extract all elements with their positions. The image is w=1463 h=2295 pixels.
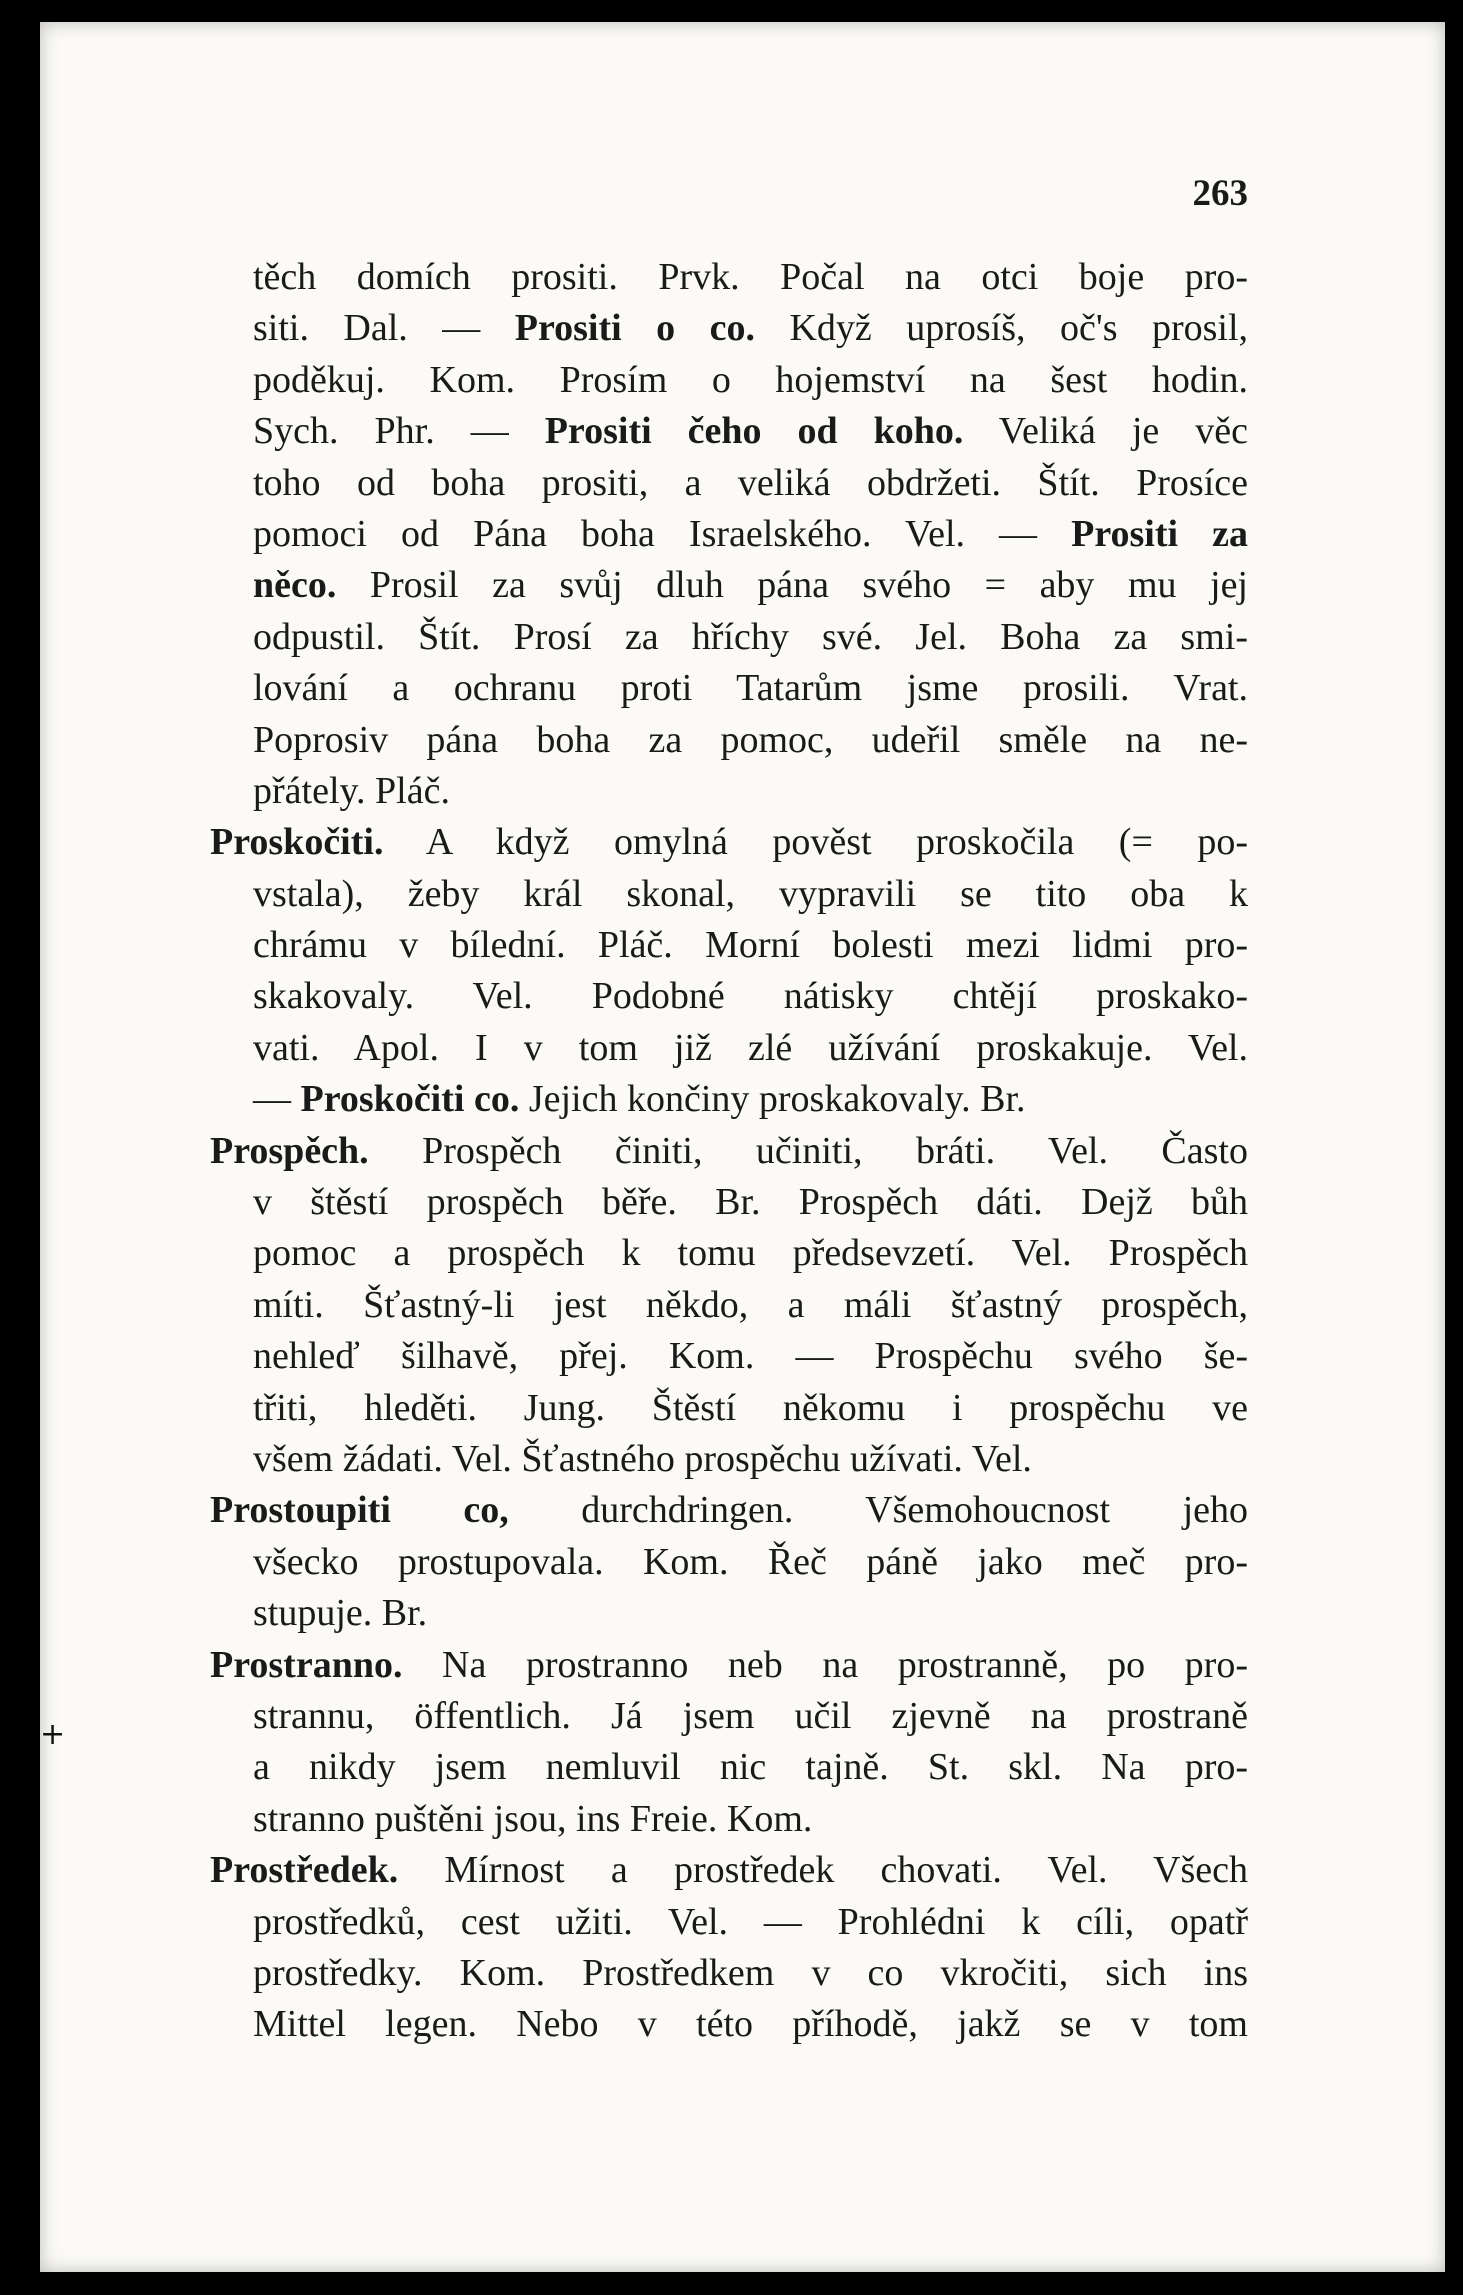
text-run: odpustil. Štít. Prosí za hříchy své. Jel. Boha za smi-	[253, 615, 1248, 658]
text-run: Sych. Phr. —	[253, 410, 545, 453]
text-run: míti. Šťastný-li jest někdo, a máli šťastný prospěch,	[253, 1283, 1248, 1326]
text-line	[210, 1742, 1248, 1793]
text-line	[210, 1845, 1248, 1896]
text-run: Mittel legen. Nebo v této příhodě, jakž se v tom	[253, 2003, 1248, 2046]
text-run: Veliká je věc	[963, 410, 1248, 453]
text-line	[210, 1023, 1248, 1074]
text-line	[210, 406, 1248, 457]
text-run: všem žádati. Vel. Šťastného prospěchu užívati. Vel.	[253, 1437, 1032, 1480]
text-run: Prospěch činiti, učiniti, bráti. Vel. Často	[368, 1129, 1248, 1172]
entry-headword: Proskočiti.	[210, 821, 384, 864]
text-line	[210, 1126, 1248, 1177]
text-line	[210, 458, 1248, 509]
text-run: Když uprosíš, oč's prosil,	[754, 307, 1249, 350]
text-run: třiti, hleděti. Jung. Štěstí někomu i prospěchu ve	[253, 1386, 1248, 1429]
text-run: poděkuj. Kom. Prosím o hojemství na šest hodin.	[253, 358, 1248, 401]
text-run: lování a ochranu proti Tatarům jsme prosili. Vrat.	[253, 667, 1248, 710]
entry-headword: něco.	[253, 564, 337, 607]
text-line	[210, 1588, 1248, 1639]
text-line	[210, 1897, 1248, 1948]
text-run: pomoci od Pána boha Israelského. Vel. —	[253, 512, 1072, 555]
text-line	[210, 817, 1248, 868]
page-number: 263	[1192, 173, 1248, 214]
text-run: Na prostranno neb na prostranně, po pro-	[402, 1643, 1248, 1686]
text-run: chrámu v bílední. Pláč. Morní bolesti mezi lidmi pro-	[253, 924, 1248, 967]
text-run: v štěstí prospěch běře. Br. Prospěch dáti. Dejž bůh	[253, 1181, 1248, 1224]
text-run: všecko prostupovala. Kom. Řeč páně jako meč pro-	[253, 1540, 1248, 1583]
text-line	[210, 1537, 1248, 1588]
margin-mark: +	[40, 1717, 66, 1752]
text-line	[210, 1074, 1248, 1125]
text-run: durchdringen. Všemohoucnost jeho	[508, 1489, 1248, 1532]
text-line	[210, 1485, 1248, 1536]
text-line	[210, 1434, 1248, 1485]
text-run: prostředky. Kom. Prostředkem v co vkročiti, sich ins	[253, 1951, 1248, 1994]
book-page	[40, 22, 1445, 2272]
dictionary-text	[210, 252, 1248, 2051]
entry-headword: Prostoupiti co,	[210, 1489, 509, 1532]
text-line	[210, 1383, 1248, 1434]
text-run: a nikdy jsem nemluvil nic tajně. St. skl. Na pro-	[253, 1746, 1248, 1789]
text-line	[210, 715, 1248, 766]
text-line	[210, 1228, 1248, 1279]
text-run: vati. Apol. I v tom již zlé užívání proskakuje. Vel.	[253, 1026, 1248, 1069]
text-line	[210, 971, 1248, 1022]
text-line	[210, 1640, 1248, 1691]
text-run: skakovaly. Vel. Podobné nátisky chtějí proskako-	[253, 975, 1248, 1018]
text-line	[210, 1331, 1248, 1382]
text-line	[210, 1794, 1248, 1845]
text-run: vstala), žeby král skonal, vypravili se tito oba k	[253, 872, 1248, 915]
text-run: strannu, öffentlich. Já jsem učil zjevně na prostraně	[253, 1694, 1248, 1737]
text-run: stupuje. Br.	[253, 1592, 428, 1635]
text-run: pomoc a prospěch k tomu předsevzetí. Vel. Prospěch	[253, 1232, 1248, 1275]
text-line	[210, 1948, 1248, 1999]
entry-headword: Prostředek.	[210, 1849, 399, 1892]
text-run: prostředků, cest užiti. Vel. — Prohlédni k cíli, opatř	[253, 1900, 1248, 1943]
text-line	[210, 303, 1248, 354]
text-run: nehleď šilhavě, přej. Kom. — Prospěchu svého še-	[253, 1335, 1248, 1378]
text-run: přátely. Pláč.	[253, 769, 450, 812]
text-line	[210, 509, 1248, 560]
text-run: Prosil za svůj dluh pána svého = aby mu jej	[336, 564, 1248, 607]
text-run: siti. Dal. —	[253, 307, 515, 350]
text-run: Poprosiv pána boha za pomoc, udeřil směle na ne-	[253, 718, 1248, 761]
entry-headword: Prositi za	[1071, 512, 1248, 555]
text-line	[210, 1177, 1248, 1228]
text-run: Jejich končiny proskakovaly. Br.	[519, 1078, 1026, 1121]
text-line	[210, 766, 1248, 817]
text-line	[210, 612, 1248, 663]
entry-headword: Proskočiti co.	[300, 1078, 520, 1121]
entry-headword: Prositi čeho od koho.	[544, 410, 964, 453]
text-line	[210, 920, 1248, 971]
text-run: Mírnost a prostředek chovati. Vel. Všech	[398, 1849, 1248, 1892]
text-line	[210, 1999, 1248, 2050]
entry-headword: Prospěch.	[210, 1129, 369, 1172]
text-line	[210, 663, 1248, 714]
text-line	[210, 1280, 1248, 1331]
text-line	[210, 252, 1248, 303]
text-line	[210, 560, 1248, 611]
text-line	[210, 869, 1248, 920]
text-run: A když omylná pověst proskočila (= po-	[383, 821, 1248, 864]
text-run: těch domích prositi. Prvk. Počal na otci boje pro-	[253, 256, 1248, 298]
text-run: —	[253, 1078, 301, 1121]
text-run: stranno puštěni jsou, ins Freie. Kom.	[253, 1797, 813, 1840]
text-line	[210, 355, 1248, 406]
text-run: toho od boha prositi, a veliká obdržeti. Štít. Prosíce	[253, 461, 1248, 504]
entry-headword: Prostranno.	[210, 1643, 403, 1686]
text-line	[210, 1691, 1248, 1742]
entry-headword: Prositi o co.	[514, 307, 755, 350]
